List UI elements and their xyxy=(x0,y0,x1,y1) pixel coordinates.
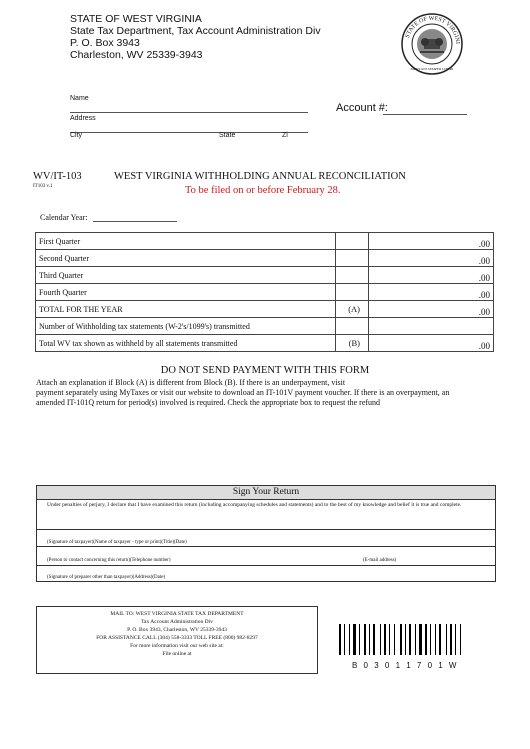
barcode-bar xyxy=(364,624,366,655)
barcode-bar xyxy=(405,624,406,655)
account-number-field[interactable] xyxy=(383,102,467,115)
seal-motto: MONTANI SEMPER LIBERI xyxy=(410,67,454,71)
barcode-bar xyxy=(430,624,431,655)
taxpayer-signature-line[interactable] xyxy=(37,530,495,547)
instruction-line: payment separately using MyTaxes or visit our website to download an IT-101V payment voucher. If there is an overpayment, an xyxy=(36,388,450,397)
row-label: Fourth Quarter xyxy=(36,284,336,301)
row-block: (B) xyxy=(336,335,369,352)
table-row xyxy=(36,335,494,352)
table-row xyxy=(36,250,494,267)
barcode-bar xyxy=(349,624,350,655)
row-value-field[interactable]: .00 xyxy=(369,284,494,301)
barcode-bar xyxy=(339,624,341,655)
contact-label: (Person to contact concerning this return)(Telephone number) xyxy=(47,558,171,563)
form-id: WV/IT-103 xyxy=(33,171,82,182)
barcode-bar xyxy=(394,624,395,655)
row-label: First Quarter xyxy=(36,233,336,250)
table-row xyxy=(36,301,494,318)
zip-label: Zi xyxy=(282,132,288,139)
row-value-field[interactable]: .00 xyxy=(369,233,494,250)
row-block xyxy=(336,267,369,284)
barcode-text: B 0 3 0 1 1 7 0 1 W xyxy=(352,661,459,670)
table-row xyxy=(36,284,494,301)
sign-section xyxy=(36,485,496,582)
mail-line-4: FOR ASSISTANCE CALL (304) 558-3333 TOLL FREE (800) 982-8297 xyxy=(96,635,258,641)
row-label: Number of Withholding tax statements (W-2's/1099's) transmitted xyxy=(36,318,336,335)
barcode-bar xyxy=(435,624,436,655)
instruction-line: amended IT-101Q return for period(s) involved is required. Check the appropriate box to request the refund xyxy=(36,398,381,407)
barcode-bar xyxy=(455,624,456,655)
row-value-field[interactable]: .00 xyxy=(369,267,494,284)
instructions xyxy=(36,378,496,408)
barcode-bar xyxy=(446,624,447,655)
mail-line-1: MAIL TO: WEST VIRGINIA STATE TAX DEPARTMENT xyxy=(110,611,244,617)
row-label: Total WV tax shown as withheld by all statements transmitted xyxy=(36,335,336,352)
barcode-bar xyxy=(369,624,370,655)
mail-line-2: Tax Account Administration Div xyxy=(141,619,213,625)
mail-line-5: For more information visit our web site at: xyxy=(130,643,224,649)
form-title: WEST VIRGINIA WITHHOLDING ANNUAL RECONCILIATION xyxy=(114,171,406,182)
row-label: TOTAL FOR THE YEAR xyxy=(36,301,336,318)
name-label: Name xyxy=(70,95,89,102)
state-label: State xyxy=(219,132,236,139)
row-block xyxy=(336,284,369,301)
row-label: Third Quarter xyxy=(36,267,336,284)
calendar-year-field[interactable] xyxy=(93,211,177,222)
barcode-bar xyxy=(450,624,452,655)
mail-line-3: P. O. Box 3943, Charleston, WV 25339-3943 xyxy=(127,627,227,633)
preparer-signature-label: (Signature of preparer other than taxpayer)(Address)(Date) xyxy=(47,575,166,580)
barcode-bar xyxy=(419,624,422,655)
withholding-table xyxy=(35,232,494,352)
table-row xyxy=(36,318,494,335)
sign-title: Sign Your Return xyxy=(37,486,495,500)
taxpayer-signature-label: (Signature of taxpayer)(Name of taxpayer - type or print)(Title)(Date) xyxy=(47,540,187,545)
perjury-statement: Under penalties of perjury, I declare that I have examined this return (including accompanying schedules and statements) and to the best of my knowledge and belief it is true and complete. xyxy=(37,500,495,530)
table-row xyxy=(36,267,494,284)
seal-ring-text: STATE OF WEST VIRGINI xyxy=(404,15,461,45)
email-label: (E-mail address) xyxy=(363,558,397,563)
barcode-bar xyxy=(344,624,345,655)
city-label: City xyxy=(70,132,83,139)
row-block xyxy=(336,250,369,267)
barcode-bar xyxy=(359,624,360,655)
barcode-bar xyxy=(400,624,402,655)
row-block: (A) xyxy=(336,301,369,318)
barcode-bar xyxy=(415,624,416,655)
row-value-field[interactable]: .00 xyxy=(369,250,494,267)
barcode-bar xyxy=(373,624,375,655)
row-label: Second Quarter xyxy=(36,250,336,267)
row-block xyxy=(336,318,369,335)
contact-line[interactable] xyxy=(37,547,495,566)
row-value-field[interactable]: .00 xyxy=(369,335,494,352)
barcode-bar xyxy=(353,624,356,655)
barcode-bar xyxy=(439,624,441,655)
agency-line-3: P. O. Box 3943 xyxy=(70,37,140,49)
form-version: IT103 v.1 xyxy=(33,184,53,189)
barcode-bar xyxy=(389,624,390,655)
instruction-line: Attach an explanation if Block (A) is different from Block (B). If there is an underpayment, visit xyxy=(36,378,346,387)
no-payment-heading: DO NOT SEND PAYMENT WITH THIS FORM xyxy=(160,365,370,376)
calendar-year-label: Calendar Year: xyxy=(40,213,88,222)
barcode-bar xyxy=(380,624,381,655)
city-state-zip-line[interactable] xyxy=(70,120,308,133)
row-value-field[interactable] xyxy=(369,318,494,335)
agency-line-2: State Tax Department, Tax Account Administration Div xyxy=(70,25,321,37)
row-block xyxy=(336,233,369,250)
deadline-note: To be filed on or before February 28. xyxy=(185,185,341,196)
state-seal-icon xyxy=(400,12,464,76)
name-line[interactable] xyxy=(70,100,308,113)
agency-line-4: Charleston, WV 25339-3943 xyxy=(70,49,203,61)
agency-header xyxy=(70,13,321,61)
address-label: Address xyxy=(70,115,96,122)
barcode-bar xyxy=(460,624,461,655)
mailing-info xyxy=(36,606,318,674)
barcode-bar xyxy=(425,624,427,655)
agency-line-1: STATE OF WEST VIRGINIA xyxy=(70,13,202,25)
row-value-field[interactable]: .00 xyxy=(369,301,494,318)
account-label: Account #: xyxy=(336,102,388,114)
barcode xyxy=(339,624,494,655)
barcode-bar xyxy=(409,624,411,655)
mail-line-6: File online at xyxy=(162,651,192,657)
preparer-signature-line[interactable] xyxy=(37,566,495,582)
table-row xyxy=(36,233,494,250)
barcode-bar xyxy=(384,624,386,655)
